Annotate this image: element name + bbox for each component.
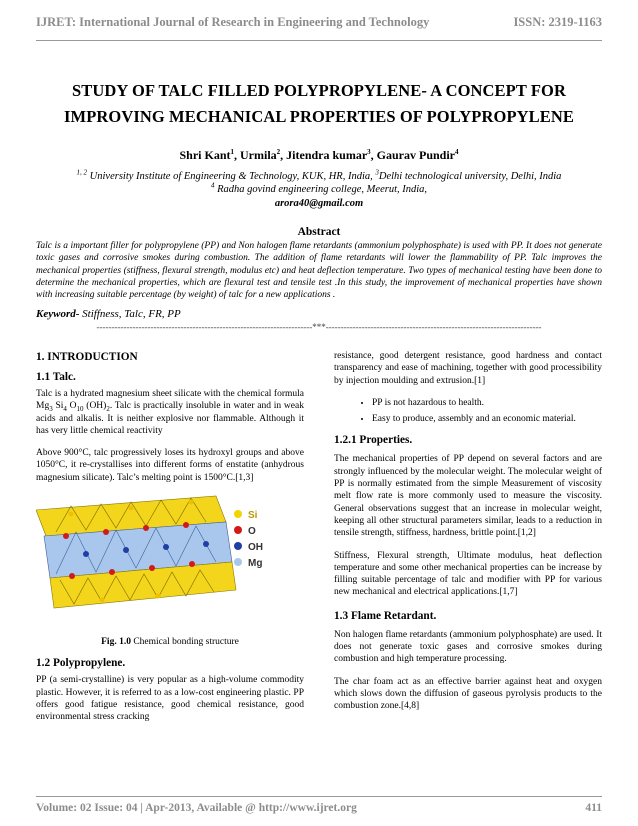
pp-paragraph: PP (a semi-crystalline) is very popular as a high-volume commodity plastic. However, it is referred to as a low-cost engineering plastic. PP offers good fatigue resistance, good chemical resistance, good environmental stress cracking <box>36 675 304 723</box>
si-legend-dot <box>234 510 242 518</box>
legend-o: O <box>248 526 256 538</box>
journal-name: IJRET: International Journal of Research in Engineering and Technology <box>36 14 430 29</box>
author-2: Urmila <box>240 148 277 162</box>
author-3: Jitendra kumar <box>286 148 368 162</box>
heading-polypropylene: 1.2 Polypropylene. <box>36 657 126 670</box>
author-4: Gaurav Pundir <box>376 148 456 162</box>
author-2-sup: 2 <box>276 148 281 156</box>
author-4-sup: 4 <box>455 148 459 156</box>
separator-stars: *** <box>312 322 326 332</box>
legend-mg: Mg <box>248 558 263 570</box>
o-legend-dot <box>234 526 242 534</box>
list-item: • PP is not hazardous to health. <box>372 397 602 409</box>
legend-oh: OH <box>248 542 263 554</box>
figure-label: Fig. 1.0 <box>101 637 131 648</box>
page-number: 411 <box>585 802 602 814</box>
title-line-1: STUDY OF TALC FILLED POLYPROPYLENE- A CONCEPT FOR <box>71 81 566 100</box>
list-item: • Easy to produce, assembly and an economic material. <box>372 413 602 425</box>
properties-paragraph-1: The mechanical properties of PP depend on several factors and are strongly influenced by the molecular weight. The molecular weight of PP is normally estimated from the simple Measurement of viscosity melt flow rate is more commonly used to measure the viscosity. General observations suggest that an increase in molecular weight, keeping all other structural parameters similar, leads to a reduction in tensile strength, stiffness, hardness, brittle point.[1,2] <box>334 454 602 539</box>
figure-caption-text: Chemical bonding structure <box>130 637 239 648</box>
title-line-2: IMPROVING MECHANICAL PROPERTIES OF POLYPROPYLENE <box>64 107 574 126</box>
pp-continued-paragraph: resistance, good detergent resistance, good hardness and contact transparency and ease of machining, together with good processibility by injection moulding and extrusion.[1] <box>334 351 602 386</box>
keywords-list: Stiffness, Talc, FR, PP <box>79 308 181 320</box>
heading-flame-retardant: 1.3 Flame Retardant. <box>334 609 437 622</box>
figure-caption <box>36 636 304 648</box>
affiliation-1: University Institute of Engineering & Technology, KUK, HR, India, <box>89 171 373 182</box>
affil-sup-4: 4 <box>210 181 215 190</box>
heading-introduction: 1. INTRODUCTION <box>36 351 138 363</box>
crystal-structure-image <box>36 492 304 612</box>
legend-si: Si <box>248 510 258 522</box>
affil-sup-3: 3 <box>375 168 379 177</box>
affiliations <box>36 170 602 196</box>
heading-talc: 1.1 Talc. <box>36 371 76 383</box>
issn: ISSN: 2319-1163 <box>513 14 602 29</box>
affiliation-3: Delhi technological university, Delhi, India <box>378 171 562 182</box>
author-list: Shri Kant$^1$, Urmila$^2$, Jitendra kumar$^3$, Gaurav Pundir$^4$ <box>179 148 459 162</box>
talc-structure-figure <box>36 492 304 612</box>
properties-paragraph-2: Stiffness, Flexural strength, Ultimate modulus, heat deflection temperature and some other mechanical properties can be increase by filling suitable percentage of talc and modifier with PP for various new mechanical and electrical applications.[1,7] <box>334 550 602 598</box>
talc-paragraph-2: Above 900°C, talc progressively loses its hydroxyl groups and above 1050°C, it re-crystallises into different forms of enstatite (anhydrous magnesium silicate). Talc’s melting point is 1500°C.[1,3] <box>36 448 304 483</box>
talc-paragraph-1: Talc is a hydrated magnesium sheet silicate with the chemical formula $Mg_3$ $Si_4$ $O_{10}$ $(OH)_2$. Talc is practically insoluble in water and in weak acids and alkalis. It is neither explosive nor flammable. Although it has very little chemical reactivity <box>36 389 304 436</box>
author-1: Shri Kant <box>179 148 231 162</box>
abstract-text: Talc is a important filler for polypropylene (PP) and Non halogen flame retardants (ammonium polyphosphate) is used with PP. It does not generate toxic gases and corrosive smokes during combustion. The addition of flame retardants will lower the flammability of PP. Talc improves the mechanical properties (stiffness, flexural strength, modulus etc) and heat deflection temperature. Two types of mechanical testing have been done to determine the mechanical properties, which are flexural test and tensile test .In this study, the improvement of mechanical properties have shown with increasing suitable percentage (by weight) of talc for a new applications . <box>36 241 602 301</box>
figure-legend <box>234 510 263 569</box>
author-1-sup: 1 <box>230 148 234 156</box>
pp-benefits-list <box>334 397 602 426</box>
left-column <box>36 350 304 724</box>
heading-properties: 1.2.1 Properties. <box>334 434 413 447</box>
author-3-sup: 3 <box>367 148 371 156</box>
section-separator: ------------------------------------------------------------------------***------------------------------------------------------------------------ <box>96 322 542 332</box>
mg-legend-dot <box>234 558 242 566</box>
contact-email[interactable]: arora40@gmail.com <box>274 198 364 209</box>
flame-paragraph-2: The char foam act as an effective barrier against heat and oxygen which slows down the diffusion of gaseous pyrolysis products to the combustion zone.[4,8] <box>334 676 602 712</box>
footer-rule <box>36 796 602 797</box>
right-column <box>334 350 602 713</box>
flame-paragraph-1: Non halogen flame retardants (ammonium polyphosphate) are used. It does not generate toxic gases and corrosive smokes during combustion and high temperature processing. <box>334 629 602 665</box>
running-footer <box>36 802 602 814</box>
volume-info: Volume: 02 Issue: 04 | Apr-2013, Available @ http://www.ijret.org <box>36 802 357 814</box>
keywords <box>36 308 181 320</box>
abstract-heading: Abstract <box>297 226 341 238</box>
affiliation-4: Radha govind engineering college, Meerut, India, <box>217 184 428 195</box>
oh-legend-dot <box>234 542 242 550</box>
running-header <box>36 8 602 36</box>
paper-title <box>30 78 608 130</box>
keywords-label: Keyword- <box>36 308 80 320</box>
header-rule <box>36 40 602 41</box>
affil-sup-12: 1, 2 <box>76 168 88 177</box>
